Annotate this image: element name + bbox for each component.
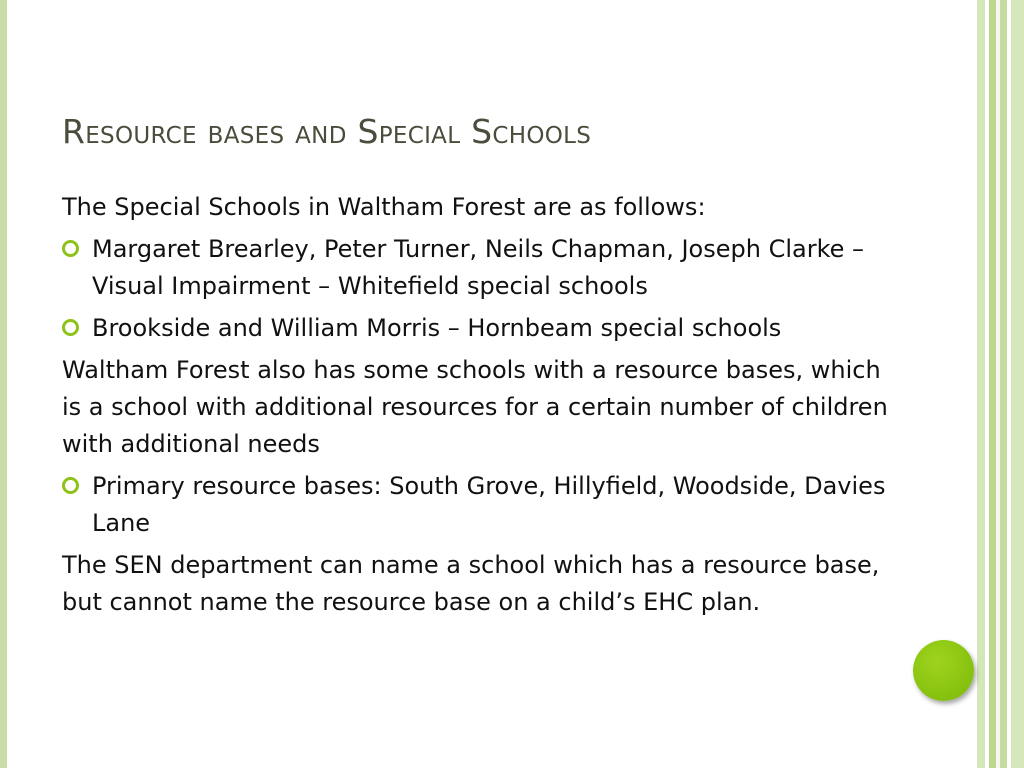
ring-bullet-icon [62,319,79,336]
right-stripe [977,0,985,768]
bullet-item [62,310,892,347]
left-border [0,0,7,768]
bullet-item [62,231,892,305]
ring-bullet-icon [62,240,79,257]
slide-body [62,189,892,626]
bullet-text: Brookside and William Morris – Hornbeam special schools [92,314,782,342]
body-paragraph: The SEN department can name a school which has a resource base, but cannot name the resource base on a child’s EHC plan. [62,551,880,616]
bullet-text: Margaret Brearley, Peter Turner, Neils Chapman, Joseph Clarke – Visual Impairment – Whitefield special schools [92,235,865,300]
bullet-item [62,468,892,542]
body-paragraph: The Special Schools in Waltham Forest are as follows: [62,193,706,221]
right-stripe [989,0,996,768]
ring-bullet-icon [62,477,79,494]
body-paragraph: Waltham Forest also has some schools with a resource bases, which is a school with additional resources for a certain number of children with additional needs [62,356,888,458]
right-stripe [1000,0,1007,768]
bullet-text: Primary resource bases: South Grove, Hillyfield, Woodside, Davies Lane [92,472,886,537]
green-circle-icon [913,640,974,701]
slide-title: Resource bases and Special Schools [62,112,592,151]
right-stripe [1011,0,1024,768]
